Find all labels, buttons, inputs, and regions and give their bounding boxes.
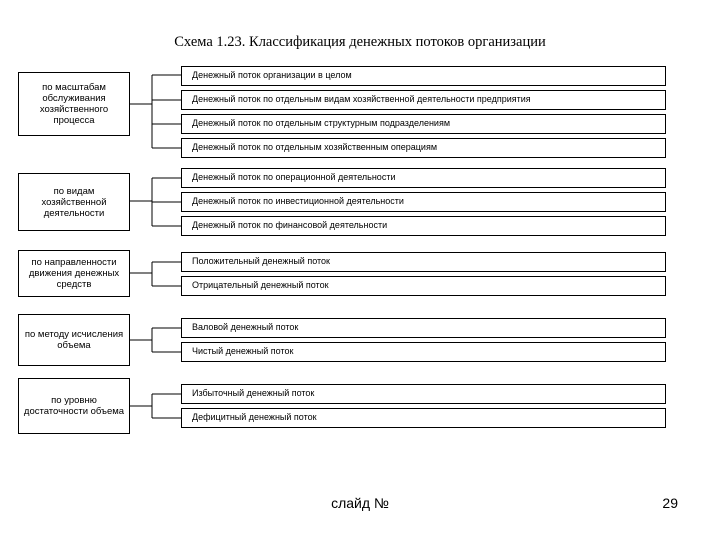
cashflow-type-label: Дефицитный денежный поток xyxy=(192,412,317,422)
cashflow-type-label: Денежный поток по инвестиционной деятельности xyxy=(192,196,404,206)
cashflow-type-box xyxy=(181,168,666,188)
cashflow-type-label: Отрицательный денежный поток xyxy=(192,280,329,290)
cashflow-type-label: Чистый денежный поток xyxy=(192,346,294,356)
cashflow-type-label: Денежный поток по финансовой деятельности xyxy=(192,220,388,230)
page-number: 29 xyxy=(662,495,678,511)
category-label: по уровню достаточности объема xyxy=(23,395,125,417)
cashflow-type-label: Валовой денежный поток xyxy=(192,322,299,332)
category-box-scale xyxy=(18,72,130,136)
cashflow-type-label: Положительный денежный поток xyxy=(192,256,330,266)
cashflow-type-box xyxy=(181,384,666,404)
category-label: по масштабам обслуживания хозяйственного процесса xyxy=(39,82,109,126)
cashflow-type-box xyxy=(181,318,666,338)
cashflow-type-label: Денежный поток по операционной деятельности xyxy=(192,172,396,182)
cashflow-type-box xyxy=(181,342,666,362)
cashflow-type-box xyxy=(181,66,666,86)
cashflow-type-box xyxy=(181,114,666,134)
cashflow-type-box xyxy=(181,216,666,236)
cashflow-type-box xyxy=(181,138,666,158)
cashflow-type-label: Денежный поток организации в целом xyxy=(192,70,352,80)
cashflow-type-box xyxy=(181,192,666,212)
category-box-calculation-method xyxy=(18,314,130,366)
category-label: по видам хозяйственной деятельности xyxy=(41,185,107,219)
cashflow-type-label: Денежный поток по отдельным структурным подразделениям xyxy=(192,118,451,128)
slide-label: слайд № xyxy=(331,495,389,511)
category-box-activity-type xyxy=(18,173,130,231)
diagram-title: Схема 1.23. Классификация денежных потоков организации xyxy=(174,34,546,50)
category-box-direction xyxy=(18,250,130,297)
cashflow-type-box xyxy=(181,90,666,110)
cashflow-type-box xyxy=(181,276,666,296)
cashflow-type-label: Денежный поток по отдельным видам хозяйственной деятельности предприятия xyxy=(192,94,531,104)
cashflow-type-label: Денежный поток по отдельным хозяйственным операциям xyxy=(192,142,438,152)
cashflow-type-box xyxy=(181,252,666,272)
category-label: по направленности движения денежных средств xyxy=(28,257,120,290)
category-label: по методу исчисления объема xyxy=(24,329,124,351)
category-box-sufficiency xyxy=(18,378,130,434)
cashflow-type-box xyxy=(181,408,666,428)
cashflow-type-label: Избыточный денежный поток xyxy=(192,388,315,398)
